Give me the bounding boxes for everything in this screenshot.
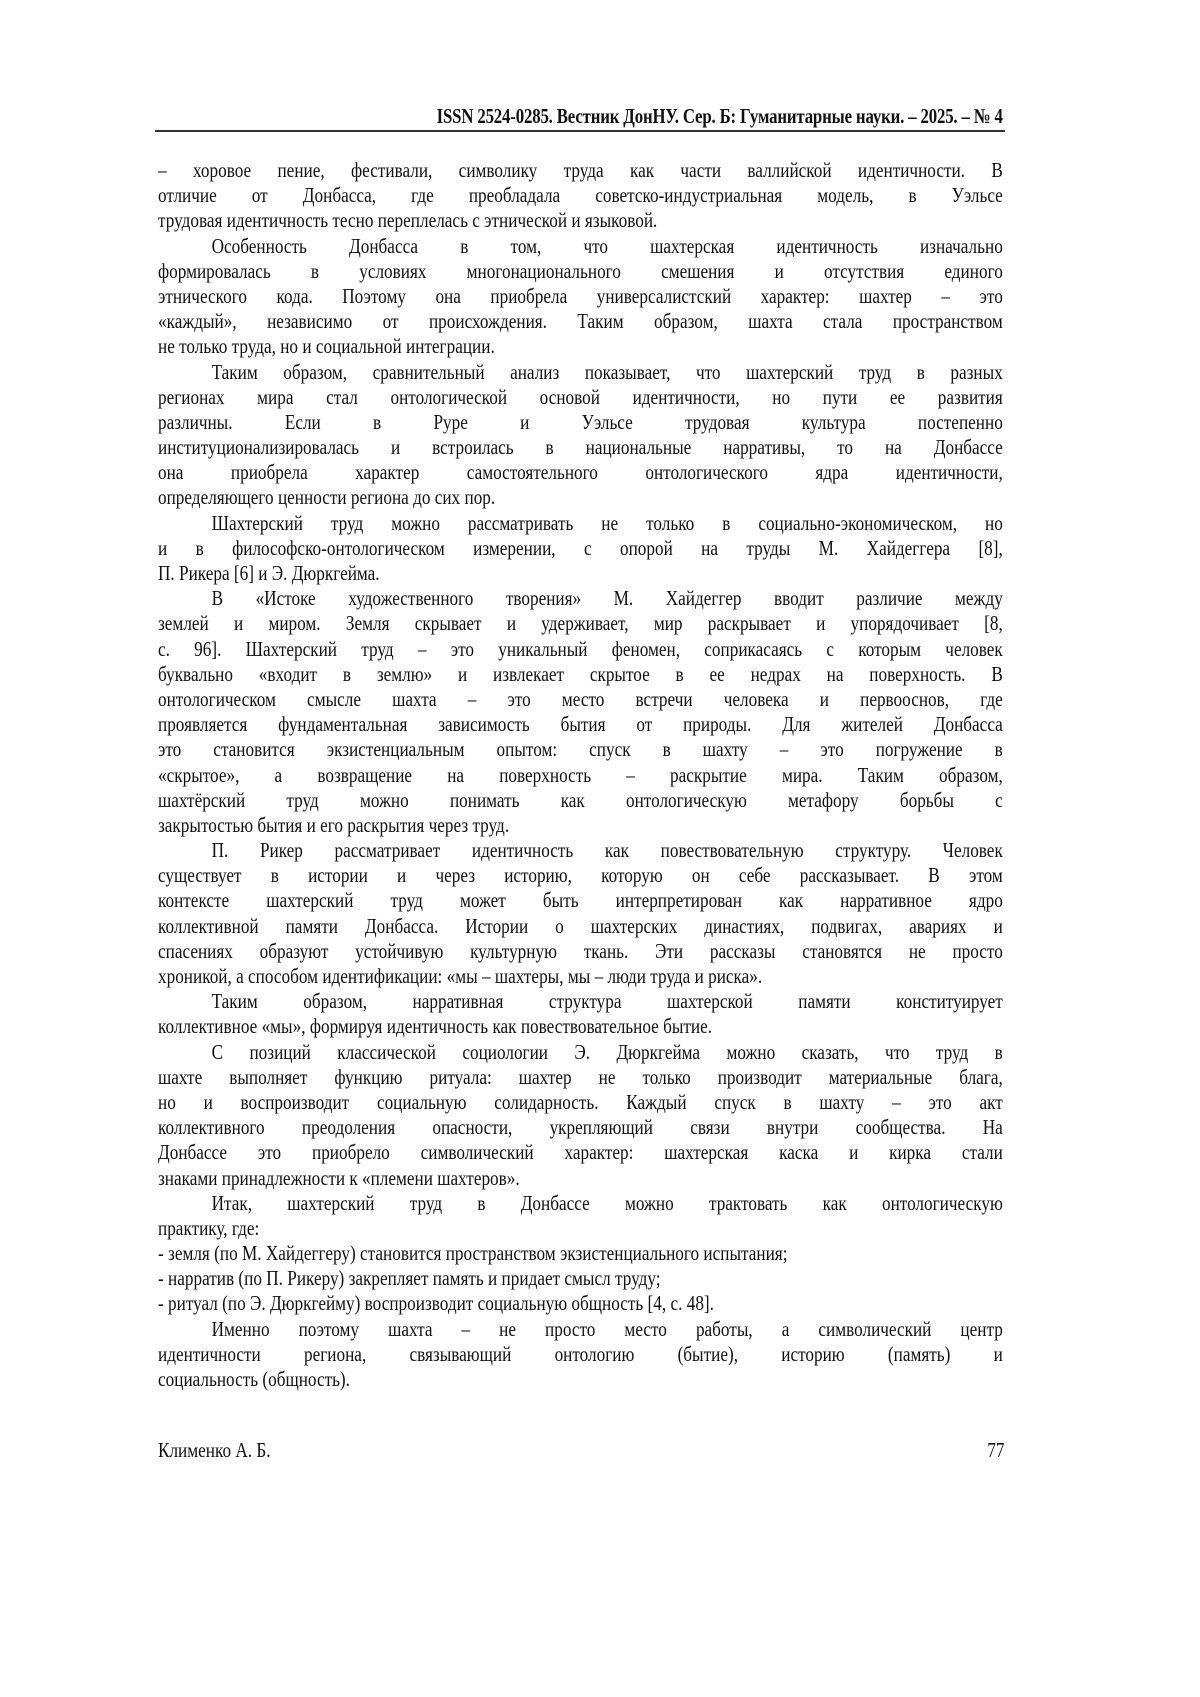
- text-line: хроникой, а способом идентификации: «мы – шахтеры, мы – люди труда и риска».: [158, 964, 763, 988]
- text-line: Таким образом, нарративная структура шахтерской памяти конституирует: [211, 989, 1003, 1014]
- text-line: отличие от Донбасса, где преобладала советско-индустриальная модель, в Уэльсе: [158, 183, 1003, 208]
- text-line: коллективное «мы», формируя идентичность как повествовательное бытие.: [158, 1014, 713, 1039]
- paragraph: [158, 1241, 1003, 1266]
- text-line: Донбассе это приобрело символический характер: шахтерская каска и кирка стали: [158, 1140, 1003, 1165]
- text-line: Таким образом, сравнительный анализ показывает, что шахтерский труд в разных: [211, 359, 1003, 384]
- text-line: Итак, шахтерский труд в Донбассе можно трактовать как онтологическую: [211, 1190, 1003, 1215]
- running-header: ISSN 2524-0285. Вестник ДонНУ. Сер. Б: Гуманитарные науки. – 2025. – № 4: [436, 104, 1003, 128]
- text-line: проявляется фундаментальная зависимость бытия от природы. Для жителей Донбасса: [158, 712, 1003, 737]
- text-line: этнического кода. Поэтому она приобрела универсалистский характер: шахтер – это: [158, 283, 1003, 308]
- text-line: С позиций классической социологии Э. Дюркгейма можно сказать, что труд в: [211, 1039, 1003, 1064]
- paragraph: [158, 1291, 1003, 1316]
- paragraph: [158, 1040, 1003, 1191]
- text-line: идентичности региона, связывающий онтологию (бытие), историю (память) и: [158, 1341, 1003, 1366]
- text-line: с. 96]. Шахтерский труд – это уникальный феномен, соприкасаясь с которым человек: [158, 636, 1003, 661]
- body-text: [158, 158, 1003, 1392]
- text-line: социальность (общность).: [158, 1367, 350, 1391]
- text-line: определяющего ценности региона до сих пор.: [158, 485, 496, 510]
- text-line: - земля (по М. Хайдеггеру) становится пространством экзистенциального испытания;: [158, 1241, 788, 1266]
- text-line: П. Рикера [6] и Э. Дюркгейма.: [158, 561, 380, 585]
- paragraph: [158, 989, 1003, 1039]
- text-line: формировалась в условиях многонационального смешения и отсутствия единого: [158, 258, 1003, 283]
- text-line: Особенность Донбасса в том, что шахтерская идентичность изначально: [211, 233, 1003, 258]
- paragraph: [158, 1266, 1003, 1291]
- header-divider: [155, 130, 1005, 132]
- text-line: - нарратив (по П. Рикеру) закрепляет память и придает смысл труду;: [158, 1266, 661, 1291]
- text-line: землей и миром. Земля скрывает и удерживает, мир раскрывает и упорядочивает [8,: [158, 611, 1003, 636]
- paragraph: [158, 234, 1003, 360]
- text-line: коллективной памяти Донбасса. Истории о шахтерских династиях, подвигах, авариях и: [158, 913, 1003, 938]
- text-line: существует в истории и через историю, которую он себе рассказывает. В этом: [158, 863, 1003, 888]
- text-line: «каждый», независимо от происхождения. Таким образом, шахта стала пространством: [158, 309, 1003, 334]
- text-line: знаками принадлежности к «племени шахтеров».: [158, 1165, 520, 1190]
- text-line: институционализировалась и встроилась в национальные нарративы, то на Донбассе: [158, 435, 1003, 460]
- text-line: «скрытое», а возвращение на поверхность – раскрытие мира. Таким образом,: [158, 762, 1003, 787]
- paragraph: [158, 360, 1003, 511]
- text-line: шахтёрский труд можно понимать как онтологическую метафору борьбы с: [158, 787, 1003, 812]
- text-line: буквально «входит в землю» и извлекает скрытое в ее недрах на поверхность. В: [158, 661, 1003, 686]
- text-line: это становится экзистенциальным опытом: спуск в шахту – это погружение в: [158, 737, 1003, 762]
- paragraph: [158, 1191, 1003, 1241]
- text-line: различны. Если в Руре и Уэльсе трудовая культура постепенно: [158, 409, 1003, 434]
- text-line: не только труда, но и социальной интеграции.: [158, 334, 495, 359]
- text-line: П. Рикер рассматривает идентичность как повествовательную структуру. Человек: [211, 838, 1003, 863]
- text-line: Именно поэтому шахта – не просто место работы, а символический центр: [211, 1316, 1003, 1341]
- footer-author: Клименко А. Б.: [158, 1438, 271, 1462]
- text-line: и в философско-онтологическом измерении, с опорой на труды М. Хайдеггера [8],: [158, 535, 1003, 560]
- page-number: 77: [986, 1438, 1004, 1462]
- text-line: спасениях образуют устойчивую культурную ткань. Эти рассказы становятся не просто: [158, 938, 1003, 963]
- paragraph: [158, 158, 1003, 234]
- text-line: практику, где:: [158, 1215, 260, 1240]
- text-line: закрытостью бытия и его раскрытия через труд.: [158, 812, 510, 837]
- text-line: Шахтерский труд можно рассматривать не только в социально-экономическом, но: [211, 510, 1003, 535]
- text-line: В «Истоке художественного творения» М. Хайдеггер вводит различие между: [211, 586, 1003, 611]
- text-line: но и воспроизводит социальную солидарность. Каждый спуск в шахту – это акт: [158, 1089, 1003, 1114]
- paragraph: [158, 1317, 1003, 1393]
- text-line: шахте выполняет функцию ритуала: шахтер не только производит материальные блага,: [158, 1064, 1003, 1089]
- text-line: – хоровое пение, фестивали, символику труда как части валлийской идентичности. В: [158, 158, 1003, 182]
- paragraph: [158, 838, 1003, 989]
- text-line: она приобрела характер самостоятельного онтологического ядра идентичности,: [158, 460, 1003, 485]
- paragraph: [158, 511, 1003, 587]
- text-line: контексте шахтерский труд может быть интерпретирован как нарративное ядро: [158, 888, 1003, 913]
- text-line: онтологическом смысле шахта – это место встречи человека и первооснов, где: [158, 686, 1003, 711]
- text-line: регионах мира стал онтологической основой идентичности, но пути ее развития: [158, 384, 1003, 409]
- text-line: - ритуал (по Э. Дюркгейму) воспроизводит социальную общность [4, с. 48].: [158, 1291, 714, 1316]
- paragraph: [158, 586, 1003, 838]
- text-line: коллективного преодоления опасности, укрепляющий связи внутри сообщества. На: [158, 1115, 1003, 1140]
- text-line: трудовая идентичность тесно переплелась с этнической и языковой.: [158, 208, 658, 233]
